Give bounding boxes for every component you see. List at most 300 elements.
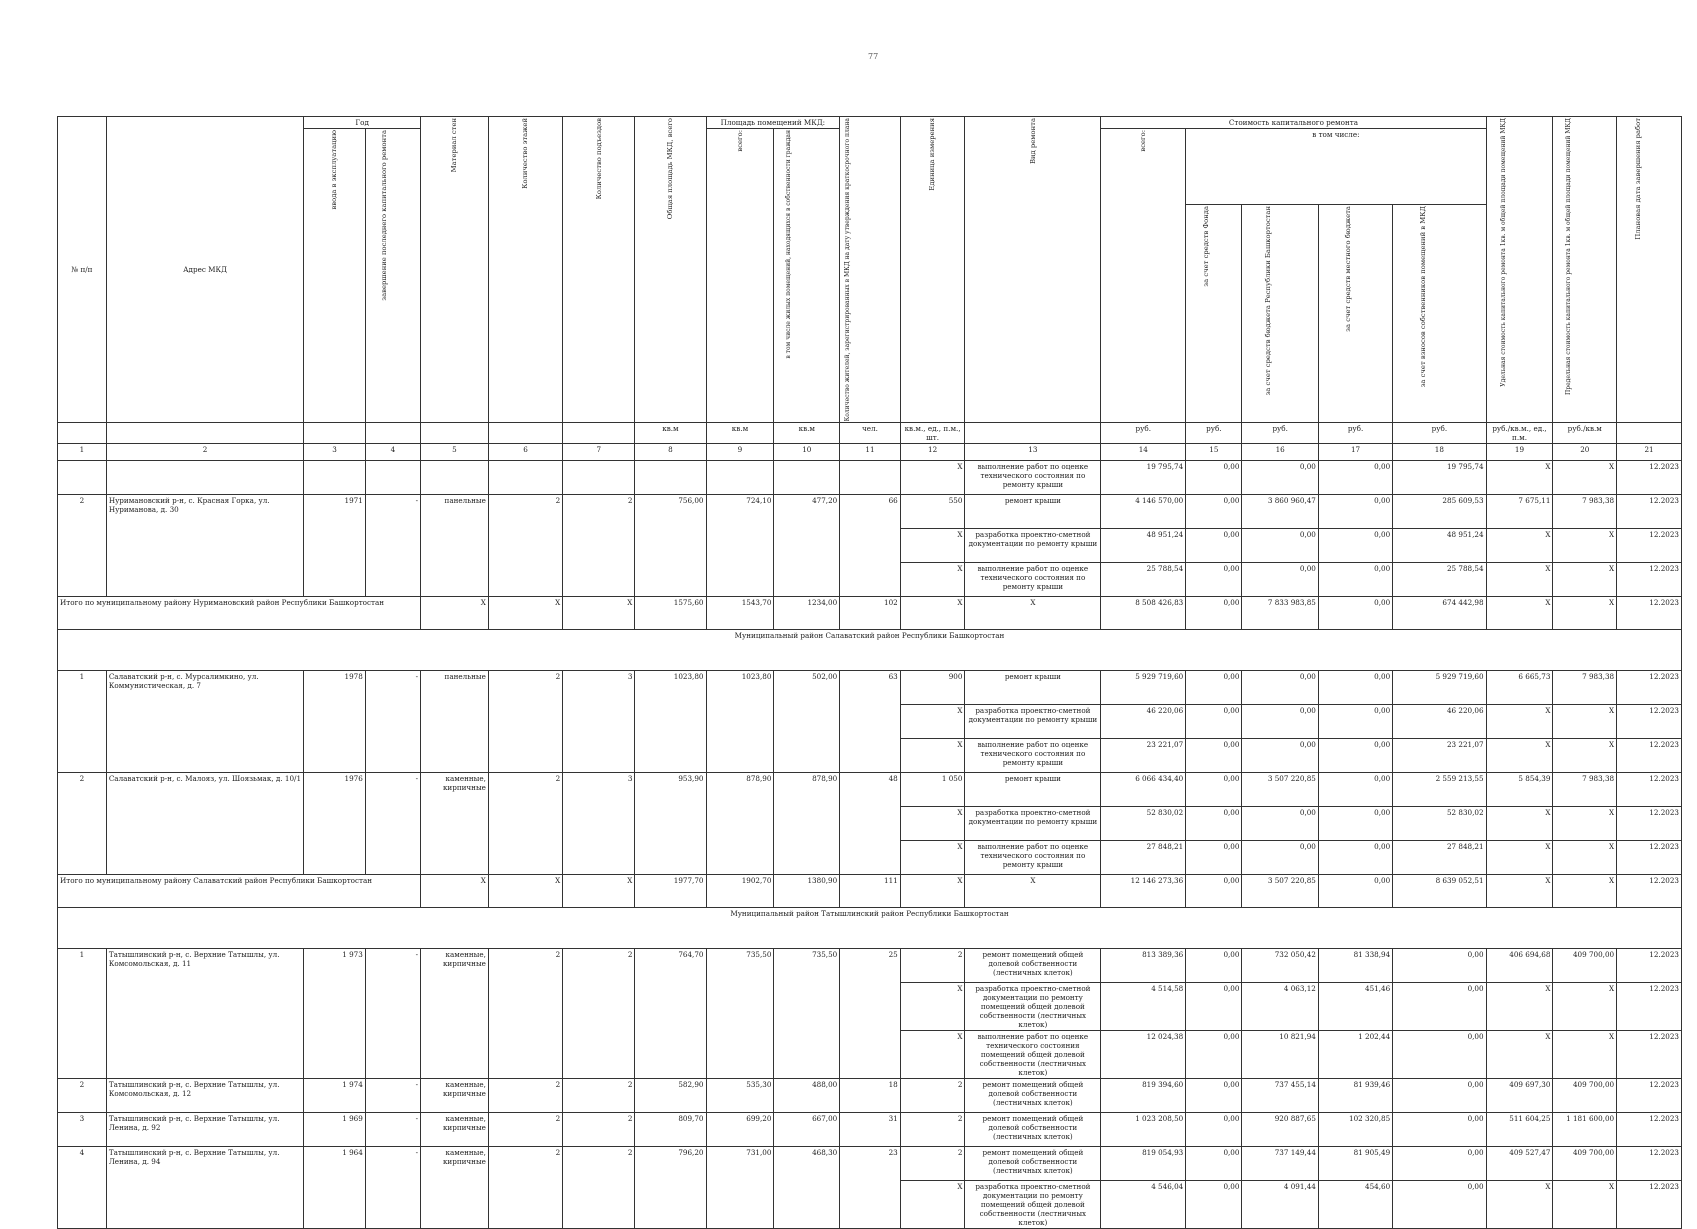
- repair-cell: 813 389,36: [1101, 949, 1186, 983]
- repair-cell: 0,00: [1186, 1079, 1242, 1113]
- repair-cell: 6 066 434,40: [1101, 773, 1186, 807]
- repair-cell: 12.2023: [1617, 495, 1682, 529]
- repair-cell: 0,00: [1242, 671, 1318, 705]
- total-cell: X: [1553, 597, 1617, 630]
- repair-cell: ремонт крыши: [965, 495, 1101, 529]
- repair-cell: 81 939,46: [1318, 1079, 1392, 1113]
- repair-cell: 4 514,58: [1101, 983, 1186, 1031]
- empty-cell: [365, 461, 420, 495]
- column-number-cell: 5: [421, 444, 489, 461]
- empty-cell: [563, 461, 635, 495]
- header-area-all: всего:: [706, 129, 774, 423]
- repair-cell: 819 394,60: [1101, 1079, 1186, 1113]
- total-cell: 3 507 220,85: [1242, 875, 1318, 908]
- repair-cell: 409 527,47: [1486, 1147, 1553, 1181]
- table-row: [58, 949, 1682, 983]
- repair-cell: 48 951,24: [1393, 529, 1486, 563]
- header-address: Адрес МКД: [106, 117, 303, 423]
- repair-cell: 0,00: [1186, 563, 1242, 597]
- repair-cell: X: [900, 529, 965, 563]
- table-body: [58, 423, 1682, 1229]
- house-cell: 468,30: [774, 1147, 840, 1229]
- column-number-cell: 13: [965, 444, 1101, 461]
- repair-cell: 0,00: [1318, 495, 1392, 529]
- header-residents: Количество жителей, зарегистрированных в МКД на дату утверждения краткосрочного плана: [840, 117, 901, 423]
- repair-cell: 12.2023: [1617, 461, 1682, 495]
- house-cell: Салаватский р-н, с. Мурсалимкино, ул. Коммунистическая, д. 7: [106, 671, 303, 773]
- house-cell: 2: [488, 495, 562, 597]
- house-cell: 18: [840, 1079, 901, 1113]
- house-cell: 878,90: [706, 773, 774, 875]
- house-cell: панельные: [421, 495, 489, 597]
- repair-cell: 27 848,21: [1101, 841, 1186, 875]
- column-number-cell: 11: [840, 444, 901, 461]
- repair-cell: 409 697,30: [1486, 1079, 1553, 1113]
- repair-cell: ремонт крыши: [965, 671, 1101, 705]
- unit-cell: руб.: [1318, 423, 1392, 444]
- total-cell: 1902,70: [706, 875, 774, 908]
- repair-cell: 406 694,68: [1486, 949, 1553, 983]
- repair-cell: 7 983,38: [1553, 773, 1617, 807]
- repair-cell: X: [1486, 807, 1553, 841]
- repair-cell: X: [900, 1031, 965, 1079]
- repair-cell: 4 091,44: [1242, 1181, 1318, 1229]
- total-cell: X: [563, 597, 635, 630]
- repair-cell: X: [900, 461, 965, 495]
- house-cell: 3: [58, 1113, 107, 1147]
- repair-cell: X: [1553, 983, 1617, 1031]
- header-unit-cost: Удельная стоимость капитального ремонта 1кв. м общей площади помещений МКД: [1486, 117, 1553, 423]
- repair-cell: 0,00: [1186, 983, 1242, 1031]
- repair-cell: X: [900, 841, 965, 875]
- repair-cell: выполнение работ по оценке технического состояния по ремонту крыши: [965, 739, 1101, 773]
- repair-cell: ремонт помещений общей долевой собственности (лестничных клеток): [965, 1079, 1101, 1113]
- header-area-group: Площадь помещений МКД:: [706, 117, 840, 129]
- repair-cell: 46 220,06: [1393, 705, 1486, 739]
- repair-cell: X: [1553, 461, 1617, 495]
- page-number: 77: [868, 52, 879, 61]
- repair-cell: 7 983,38: [1553, 671, 1617, 705]
- header-cost-local: за счет средств местного бюджета: [1318, 205, 1392, 423]
- repair-cell: 0,00: [1318, 461, 1392, 495]
- header-no: № п/п: [58, 117, 107, 423]
- repair-cell: 409 700,00: [1553, 1079, 1617, 1113]
- repair-cell: 4 146 570,00: [1101, 495, 1186, 529]
- repair-cell: 0,00: [1242, 529, 1318, 563]
- column-number-cell: 10: [774, 444, 840, 461]
- repair-cell: 12.2023: [1617, 1181, 1682, 1229]
- house-cell: 2: [58, 495, 107, 597]
- table-row: [58, 671, 1682, 705]
- unit-cell: кв.м: [706, 423, 774, 444]
- repair-cell: 0,00: [1186, 773, 1242, 807]
- total-cell: X: [1553, 875, 1617, 908]
- house-cell: 1976: [304, 773, 366, 875]
- repair-cell: X: [1486, 983, 1553, 1031]
- repair-cell: 0,00: [1393, 983, 1486, 1031]
- repair-cell: 0,00: [1242, 739, 1318, 773]
- repair-cell: 12.2023: [1617, 1031, 1682, 1079]
- column-number-cell: 19: [1486, 444, 1553, 461]
- column-number-cell: 4: [365, 444, 420, 461]
- repair-cell: 0,00: [1242, 841, 1318, 875]
- repair-cell: 454,60: [1318, 1181, 1392, 1229]
- house-cell: 809,70: [635, 1113, 706, 1147]
- repair-cell: X: [1553, 739, 1617, 773]
- repair-cell: 12.2023: [1617, 705, 1682, 739]
- repair-cell: разработка проектно-сметной документации по ремонту крыши: [965, 529, 1101, 563]
- repair-cell: 0,00: [1318, 739, 1392, 773]
- repair-cell: 3 860 960,47: [1242, 495, 1318, 529]
- repair-cell: 19 795,74: [1101, 461, 1186, 495]
- house-cell: 735,50: [706, 949, 774, 1079]
- column-number-cell: 16: [1242, 444, 1318, 461]
- unit-cell: кв.м: [635, 423, 706, 444]
- repair-cell: X: [900, 807, 965, 841]
- house-cell: 23: [840, 1147, 901, 1229]
- total-row: [58, 875, 1682, 908]
- total-cell: 8 639 052,51: [1393, 875, 1486, 908]
- repair-cell: 2: [900, 1147, 965, 1181]
- column-number-cell: 8: [635, 444, 706, 461]
- repair-cell: 12.2023: [1617, 983, 1682, 1031]
- repair-cell: 12.2023: [1617, 949, 1682, 983]
- repair-cell: 0,00: [1186, 1147, 1242, 1181]
- house-cell: 699,20: [706, 1113, 774, 1147]
- house-cell: 3: [563, 671, 635, 773]
- column-number-cell: 20: [1553, 444, 1617, 461]
- total-cell: X: [421, 597, 489, 630]
- house-cell: 2: [488, 1113, 562, 1147]
- repair-cell: 451,46: [1318, 983, 1392, 1031]
- total-cell: X: [900, 597, 965, 630]
- section-row: [58, 908, 1682, 949]
- repair-cell: 0,00: [1318, 773, 1392, 807]
- total-cell: 674 442,98: [1393, 597, 1486, 630]
- house-cell: 31: [840, 1113, 901, 1147]
- total-cell: 0,00: [1186, 875, 1242, 908]
- unit-cell: [106, 423, 303, 444]
- house-cell: каменные, кирпичные: [421, 1147, 489, 1229]
- repair-cell: 12.2023: [1617, 671, 1682, 705]
- repair-cell: 3 507 220,85: [1242, 773, 1318, 807]
- house-cell: 1 973: [304, 949, 366, 1079]
- empty-cell: [774, 461, 840, 495]
- repair-cell: 7 983,38: [1553, 495, 1617, 529]
- column-number-cell: 6: [488, 444, 562, 461]
- repair-cell: 46 220,06: [1101, 705, 1186, 739]
- repair-cell: X: [900, 563, 965, 597]
- house-cell: 63: [840, 671, 901, 773]
- empty-cell: [421, 461, 489, 495]
- empty-cell: [488, 461, 562, 495]
- repair-cell: 819 054,93: [1101, 1147, 1186, 1181]
- repair-cell: 0,00: [1186, 1031, 1242, 1079]
- header-year-group: Год: [304, 117, 421, 129]
- house-cell: 796,20: [635, 1147, 706, 1229]
- repair-cell: ремонт крыши: [965, 773, 1101, 807]
- repair-cell: 52 830,02: [1101, 807, 1186, 841]
- total-cell: 12.2023: [1617, 597, 1682, 630]
- house-cell: 488,00: [774, 1079, 840, 1113]
- repair-cell: 0,00: [1186, 841, 1242, 875]
- repair-cell: 0,00: [1393, 1031, 1486, 1079]
- total-row: [58, 597, 1682, 630]
- repair-cell: выполнение работ по оценке технического состояния по ремонту крыши: [965, 563, 1101, 597]
- header-unit: Единица измерения: [900, 117, 965, 423]
- unit-cell: [58, 423, 107, 444]
- house-cell: 1: [58, 949, 107, 1079]
- unit-cell: [1617, 423, 1682, 444]
- house-cell: 1023,80: [635, 671, 706, 773]
- house-cell: 2: [488, 671, 562, 773]
- repair-cell: 7 675,11: [1486, 495, 1553, 529]
- repair-cell: 0,00: [1242, 705, 1318, 739]
- house-cell: 2: [563, 1113, 635, 1147]
- unit-cell: руб.: [1186, 423, 1242, 444]
- unit-cell: [304, 423, 366, 444]
- house-cell: -: [365, 671, 420, 773]
- repair-cell: 737 455,14: [1242, 1079, 1318, 1113]
- header-cost-fund: за счет средств Фонда: [1186, 205, 1242, 423]
- header-floors: Количество этажей: [488, 117, 562, 423]
- house-cell: 1: [58, 671, 107, 773]
- house-cell: каменные, кирпичные: [421, 1079, 489, 1113]
- total-cell: 0,00: [1318, 875, 1392, 908]
- repair-cell: 409 700,00: [1553, 949, 1617, 983]
- header-max-cost: Предельная стоимость капитального ремонта 1кв. м общей площади помещений МКД: [1553, 117, 1617, 423]
- repair-cell: разработка проектно-сметной документации по ремонту помещений общей долевой собственности (лестничных клеток): [965, 983, 1101, 1031]
- column-number-cell: 3: [304, 444, 366, 461]
- repair-cell: 2: [900, 1079, 965, 1113]
- repair-cell: 0,00: [1186, 529, 1242, 563]
- repair-cell: 12.2023: [1617, 807, 1682, 841]
- empty-cell: [840, 461, 901, 495]
- header-year-commission: ввода в эксплуатацию: [304, 129, 366, 423]
- table-row: [58, 1079, 1682, 1113]
- house-cell: 2: [58, 773, 107, 875]
- section-title: Муниципальный район Татышлинский район Республики Башкортостан: [58, 908, 1682, 949]
- repair-cell: X: [1553, 529, 1617, 563]
- house-cell: 582,90: [635, 1079, 706, 1113]
- repair-cell: X: [1486, 563, 1553, 597]
- repair-cell: X: [1553, 705, 1617, 739]
- table-row: [58, 495, 1682, 529]
- repair-cell: 737 149,44: [1242, 1147, 1318, 1181]
- house-cell: 2: [488, 773, 562, 875]
- column-number-cell: 12: [900, 444, 965, 461]
- repair-cell: 10 821,94: [1242, 1031, 1318, 1079]
- repair-cell: ремонт помещений общей долевой собственности (лестничных клеток): [965, 949, 1101, 983]
- house-cell: 48: [840, 773, 901, 875]
- house-cell: 2: [488, 1079, 562, 1113]
- repair-cell: X: [1486, 705, 1553, 739]
- repair-cell: 0,00: [1318, 563, 1392, 597]
- column-number-cell: 21: [1617, 444, 1682, 461]
- house-cell: 4: [58, 1147, 107, 1229]
- header-cost-owners: за счет взносов собственников помещений в МКД: [1393, 205, 1486, 423]
- repair-cell: 48 951,24: [1101, 529, 1186, 563]
- repair-cell: X: [1486, 1031, 1553, 1079]
- house-cell: 878,90: [774, 773, 840, 875]
- house-cell: -: [365, 1147, 420, 1229]
- house-cell: Салаватский р-н, с. Малояз, ул. Шоязьмак, д. 10/1: [106, 773, 303, 875]
- table-row: [58, 1113, 1682, 1147]
- repair-cell: 23 221,07: [1101, 739, 1186, 773]
- house-cell: 2: [563, 495, 635, 597]
- unit-cell: руб.: [1393, 423, 1486, 444]
- house-cell: -: [365, 773, 420, 875]
- repair-cell: 0,00: [1242, 461, 1318, 495]
- header-repair-type: Вид ремонта: [965, 117, 1101, 423]
- repair-cell: 0,00: [1186, 1113, 1242, 1147]
- house-cell: 667,00: [774, 1113, 840, 1147]
- column-number-cell: 2: [106, 444, 303, 461]
- house-cell: 953,90: [635, 773, 706, 875]
- empty-cell: [106, 461, 303, 495]
- house-cell: панельные: [421, 671, 489, 773]
- repair-cell: 27 848,21: [1393, 841, 1486, 875]
- table-row: [58, 1147, 1682, 1181]
- repair-cell: 0,00: [1186, 807, 1242, 841]
- section-row: [58, 630, 1682, 671]
- repair-cell: 0,00: [1318, 841, 1392, 875]
- repair-cell: 12.2023: [1617, 563, 1682, 597]
- house-cell: Татышлинский р-н, с. Верхние Татышлы, ул. Ленина, д. 94: [106, 1147, 303, 1229]
- house-cell: 1 969: [304, 1113, 366, 1147]
- house-cell: 1 964: [304, 1147, 366, 1229]
- column-number-cell: 9: [706, 444, 774, 461]
- column-number-cell: 7: [563, 444, 635, 461]
- repair-cell: X: [900, 739, 965, 773]
- repair-cell: 1 023 208,50: [1101, 1113, 1186, 1147]
- total-cell: 1977,70: [635, 875, 706, 908]
- house-cell: 2: [563, 1147, 635, 1229]
- house-cell: 2: [58, 1079, 107, 1113]
- total-cell: 1543,70: [706, 597, 774, 630]
- repair-cell: 1 050: [900, 773, 965, 807]
- house-cell: 1023,80: [706, 671, 774, 773]
- empty-cell: [706, 461, 774, 495]
- empty-cell: [304, 461, 366, 495]
- repair-cell: разработка проектно-сметной документации по ремонту помещений общей долевой собственности (лестничных клеток): [965, 1181, 1101, 1229]
- house-cell: -: [365, 1113, 420, 1147]
- repair-cell: X: [1486, 739, 1553, 773]
- house-cell: 66: [840, 495, 901, 597]
- house-cell: 2: [488, 949, 562, 1079]
- repair-cell: 5 854,39: [1486, 773, 1553, 807]
- header-cost-total: всего:: [1101, 129, 1186, 423]
- repair-cell: 0,00: [1318, 671, 1392, 705]
- house-cell: 1 974: [304, 1079, 366, 1113]
- repair-cell: 0,00: [1186, 1181, 1242, 1229]
- total-cell: 8 508 426,83: [1101, 597, 1186, 630]
- capital-repair-table: [57, 116, 1682, 1229]
- repair-cell: X: [900, 705, 965, 739]
- repair-cell: 25 788,54: [1101, 563, 1186, 597]
- repair-cell: 0,00: [1393, 1181, 1486, 1229]
- total-cell: X: [488, 875, 562, 908]
- total-cell: 102: [840, 597, 901, 630]
- house-cell: Татышлинский р-н, с. Верхние Татышлы, ул. Комсомольская, д. 11: [106, 949, 303, 1079]
- repair-cell: ремонт помещений общей долевой собственности (лестничных клеток): [965, 1113, 1101, 1147]
- repair-cell: 102 320,85: [1318, 1113, 1392, 1147]
- house-cell: 724,10: [706, 495, 774, 597]
- header-planned-date: Плановая дата завершения работ: [1617, 117, 1682, 423]
- house-cell: 1971: [304, 495, 366, 597]
- column-number-cell: 18: [1393, 444, 1486, 461]
- repair-cell: 4 546,04: [1101, 1181, 1186, 1229]
- header-total-area: Общая площадь МКД, всего: [635, 117, 706, 423]
- repair-cell: 0,00: [1186, 461, 1242, 495]
- total-cell: 0,00: [1318, 597, 1392, 630]
- unit-cell: кв.м: [774, 423, 840, 444]
- repair-cell: 1 202,44: [1318, 1031, 1392, 1079]
- total-label: Итого по муниципальному району Салаватский район Республики Башкортостан: [58, 875, 421, 908]
- repair-cell: X: [1553, 841, 1617, 875]
- column-number-row: [58, 444, 1682, 461]
- repair-cell: 550: [900, 495, 965, 529]
- repair-cell: 0,00: [1393, 1147, 1486, 1181]
- house-cell: 477,20: [774, 495, 840, 597]
- table-row: [58, 461, 1682, 495]
- repair-cell: ремонт помещений общей долевой собственности (лестничных клеток): [965, 1147, 1101, 1181]
- header-cost-republic: за счет средств бюджета Республики Башкортостан: [1242, 205, 1318, 423]
- total-cell: 12 146 273,36: [1101, 875, 1186, 908]
- total-cell: X: [1486, 875, 1553, 908]
- repair-cell: 409 700,00: [1553, 1147, 1617, 1181]
- repair-cell: X: [1553, 563, 1617, 597]
- total-label: Итого по муниципальному району Нуримановский район Республики Башкортостан: [58, 597, 421, 630]
- house-cell: 2: [563, 949, 635, 1079]
- header-cost-incl: в том числе:: [1186, 129, 1486, 205]
- repair-cell: выполнение работ по оценке технического состояния по ремонту крыши: [965, 841, 1101, 875]
- repair-cell: 2 559 213,55: [1393, 773, 1486, 807]
- repair-cell: 23 221,07: [1393, 739, 1486, 773]
- house-cell: 731,00: [706, 1147, 774, 1229]
- repair-cell: 0,00: [1242, 563, 1318, 597]
- header-wall-material: Материал стен: [421, 117, 489, 423]
- repair-cell: X: [1553, 807, 1617, 841]
- house-cell: 502,00: [774, 671, 840, 773]
- repair-cell: X: [1553, 1031, 1617, 1079]
- house-cell: 2: [563, 1079, 635, 1113]
- repair-cell: 0,00: [1393, 949, 1486, 983]
- house-cell: -: [365, 495, 420, 597]
- total-cell: 7 833 983,85: [1242, 597, 1318, 630]
- total-cell: X: [965, 875, 1101, 908]
- repair-cell: 0,00: [1393, 1113, 1486, 1147]
- repair-cell: 12.2023: [1617, 529, 1682, 563]
- repair-cell: X: [1486, 841, 1553, 875]
- repair-cell: 12.2023: [1617, 841, 1682, 875]
- repair-cell: 285 609,53: [1393, 495, 1486, 529]
- repair-cell: X: [1486, 461, 1553, 495]
- house-cell: Татышлинский р-н, с. Верхние Татышлы, ул. Комсомольская, д. 12: [106, 1079, 303, 1113]
- unit-cell: руб./кв.м: [1553, 423, 1617, 444]
- repair-cell: 12.2023: [1617, 1113, 1682, 1147]
- repair-cell: 5 929 719,60: [1393, 671, 1486, 705]
- repair-cell: 0,00: [1318, 529, 1392, 563]
- repair-cell: 52 830,02: [1393, 807, 1486, 841]
- house-cell: Татышлинский р-н, с. Верхние Татышлы, ул. Ленина, д. 92: [106, 1113, 303, 1147]
- total-cell: X: [563, 875, 635, 908]
- repair-cell: 0,00: [1242, 807, 1318, 841]
- unit-cell: руб.: [1101, 423, 1186, 444]
- repair-cell: 0,00: [1318, 705, 1392, 739]
- header-entrances: Количество подъездов: [563, 117, 635, 423]
- house-cell: Нуримановский р-н, с. Красная Горка, ул. Нуриманова, д. 30: [106, 495, 303, 597]
